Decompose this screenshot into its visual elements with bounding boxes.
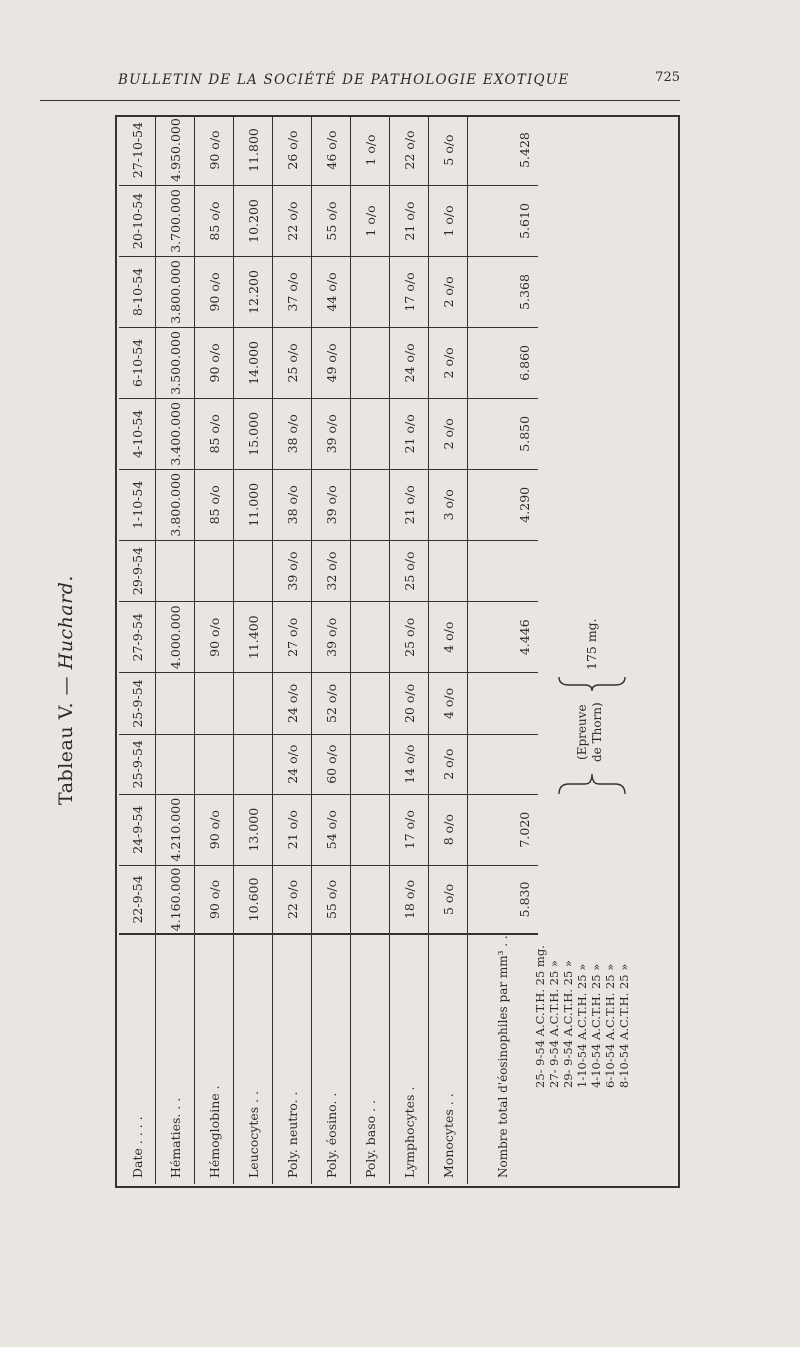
table-cell: 21 o/o <box>390 186 429 257</box>
table-cell: 44 o/o <box>312 256 351 327</box>
table-cell: 3 o/o <box>429 469 468 540</box>
table-cell: 4 o/o <box>429 673 468 735</box>
row-label: Poly. neutro. . <box>273 934 312 1184</box>
table-cell: 90 o/o <box>195 256 234 327</box>
table-cell: 1 o/o <box>351 186 390 257</box>
left-brace-icon <box>557 768 627 798</box>
eosinophil-total-cell: 5.368 <box>468 256 539 327</box>
row-label: Poly. éosino. . <box>312 934 351 1184</box>
eosinophil-total-cell: 5.830 <box>468 865 539 934</box>
table-cell <box>234 673 273 735</box>
page-number: 725 <box>655 70 680 85</box>
thorn-test-label <box>575 702 605 762</box>
table-cell: 1 o/o <box>351 115 390 186</box>
eosinophil-total-cell <box>468 540 539 602</box>
table-cell: 24 o/o <box>390 327 429 398</box>
date-cell: 25-9-54 <box>119 673 156 735</box>
acth-note-lines <box>533 945 631 1088</box>
acth-note-line: 6-10-54 A.C.T.H. 25 » <box>603 963 617 1088</box>
table-cell: 20 o/o <box>390 673 429 735</box>
table-cell: 24 o/o <box>273 673 312 735</box>
table-row <box>351 115 390 1184</box>
table-cell: 2 o/o <box>429 398 468 469</box>
eosinophil-total-cell: 5.610 <box>468 186 539 257</box>
table-cell: 22 o/o <box>273 865 312 934</box>
eosinophil-total-cell <box>468 673 539 735</box>
table-cell: 24 o/o <box>273 734 312 794</box>
table-cell: 21 o/o <box>390 469 429 540</box>
thorn-line-1: (Epreuve <box>575 704 589 760</box>
table-cell: 25 o/o <box>390 540 429 602</box>
table-cell <box>234 734 273 794</box>
table-cell <box>351 256 390 327</box>
date-cell: 6-10-54 <box>119 327 156 398</box>
table-cell: 39 o/o <box>312 398 351 469</box>
table-cell: 17 o/o <box>390 256 429 327</box>
table-cell: 4.160.000 <box>156 865 195 934</box>
table-cell: 38 o/o <box>273 398 312 469</box>
table-cell <box>234 540 273 602</box>
acth-note-line: 4-10-54 A.C.T.H. 25 » <box>589 963 603 1088</box>
date-cell: 25-9-54 <box>119 734 156 794</box>
table-cell <box>156 673 195 735</box>
table-cell <box>351 794 390 865</box>
table-cell: 85 o/o <box>195 186 234 257</box>
row-label: Hémoglobine . <box>195 934 234 1184</box>
table-row <box>234 115 273 1184</box>
table-cell: 11.000 <box>234 469 273 540</box>
running-title: BULLETIN DE LA SOCIÉTÉ DE PATHOLOGIE EXOTIQUE <box>118 72 570 88</box>
thorn-line-2: de Thorn) <box>590 702 604 762</box>
table-cell: 3.400.000 <box>156 398 195 469</box>
table-cell <box>429 540 468 602</box>
table-cell: 22 o/o <box>390 115 429 186</box>
table-cell: 10.600 <box>234 865 273 934</box>
eosinophil-total-cell: 7.020 <box>468 794 539 865</box>
date-cell: 29-9-54 <box>119 540 156 602</box>
date-cell: 22-9-54 <box>119 865 156 934</box>
table-cell <box>351 398 390 469</box>
blood-count-table <box>119 115 538 1184</box>
eosinophil-total-cell: 5.428 <box>517 132 532 168</box>
table-cell: 54 o/o <box>312 794 351 865</box>
date-cell: 8-10-54 <box>119 256 156 327</box>
eosinophil-total-cell: 5.850 <box>468 398 539 469</box>
row-label: Poly. baso . . <box>351 934 390 1184</box>
table-cell: 8 o/o <box>429 794 468 865</box>
table-cell <box>156 734 195 794</box>
acth-note-line: 8-10-54 A.C.T.H. 25 » <box>617 963 631 1088</box>
table-cell: 37 o/o <box>273 256 312 327</box>
table-cell <box>195 540 234 602</box>
table-cell: 14 o/o <box>390 734 429 794</box>
table-cell: 14.000 <box>234 327 273 398</box>
table-cell: 22 o/o <box>273 186 312 257</box>
date-cell: 24-9-54 <box>119 794 156 865</box>
eosinophil-total-cell: 4.446 <box>468 602 539 673</box>
eosinophil-total-cell <box>468 734 539 794</box>
table-cell: 55 o/o <box>312 186 351 257</box>
date-cell: 27-10-54 <box>119 115 156 186</box>
table-cell: 4.210.000 <box>156 794 195 865</box>
table-cell: 90 o/o <box>195 327 234 398</box>
table-cell: 27 o/o <box>273 602 312 673</box>
table-cell: 52 o/o <box>312 673 351 735</box>
table-row <box>156 115 195 1184</box>
table-cell: 2 o/o <box>429 734 468 794</box>
table-cell: 5 o/o <box>429 865 468 934</box>
table-cell: 17 o/o <box>390 794 429 865</box>
table-row <box>195 115 234 1184</box>
table-cell: 11.800 <box>234 115 273 186</box>
total-dose: 175 mg. <box>584 618 599 670</box>
table-cell: 46 o/o <box>312 115 351 186</box>
table-cell <box>351 734 390 794</box>
table-cell: 3.500.000 <box>156 327 195 398</box>
date-row <box>119 115 156 1184</box>
row-label: Hématies. . . <box>156 934 195 1184</box>
table-cell: 3.800.000 <box>156 256 195 327</box>
table-cell: 90 o/o <box>195 865 234 934</box>
acth-note-line: 1-10-54 A.C.T.H. 25 » <box>575 963 589 1088</box>
acth-note-line: 27- 9-54 A.C.T.H. 25 » <box>547 960 561 1088</box>
table-cell: 21 o/o <box>390 398 429 469</box>
acth-note <box>533 618 663 1088</box>
table-title <box>55 575 77 805</box>
table-cell: 13.000 <box>234 794 273 865</box>
row-label: Monocytes . . <box>429 934 468 1184</box>
table-title-label: Tableau V. — <box>55 669 77 805</box>
table-cell <box>351 327 390 398</box>
eosinophil-total-row <box>468 115 539 1184</box>
table-cell <box>156 540 195 602</box>
table-cell: 12.200 <box>234 256 273 327</box>
table-cell: 3.800.000 <box>156 469 195 540</box>
table-cell: 25 o/o <box>273 327 312 398</box>
table-row <box>390 115 429 1184</box>
table-cell: 90 o/o <box>195 794 234 865</box>
date-cell: 20-10-54 <box>119 186 156 257</box>
table-cell: 1 o/o <box>429 186 468 257</box>
table-cell: 4 o/o <box>429 602 468 673</box>
table-cell <box>195 673 234 735</box>
row-label: Leucocytes . . <box>234 934 273 1184</box>
table-cell: 85 o/o <box>195 398 234 469</box>
table-cell: 2 o/o <box>429 256 468 327</box>
table-cell: 3.700.000 <box>156 186 195 257</box>
table-cell: 4.950.000 <box>156 115 195 186</box>
table-title-author: Huchard. <box>55 575 77 670</box>
table-cell: 15.000 <box>234 398 273 469</box>
eosinophil-total-cell: 6.860 <box>468 327 539 398</box>
table-cell: 38 o/o <box>273 469 312 540</box>
table-row <box>312 115 351 1184</box>
table-row <box>429 115 468 1184</box>
date-cell: 27-9-54 <box>119 602 156 673</box>
date-cell: 1-10-54 <box>119 469 156 540</box>
row-label: Lymphocytes . <box>390 934 429 1184</box>
table-cell: 18 o/o <box>390 865 429 934</box>
table-cell: 21 o/o <box>273 794 312 865</box>
acth-note-line: 25- 9-54 A.C.T.H. 25 mg. <box>533 945 547 1088</box>
table-cell <box>351 540 390 602</box>
acth-note-line: 29- 9-54 A.C.T.H. 25 » <box>561 960 575 1088</box>
table-cell <box>351 673 390 735</box>
row-label: Date . . . . <box>119 934 156 1184</box>
table-cell: 49 o/o <box>312 327 351 398</box>
table-cell: 39 o/o <box>273 540 312 602</box>
table-cell: 11.400 <box>234 602 273 673</box>
table-row <box>273 115 312 1184</box>
right-brace-icon <box>557 673 627 693</box>
table-cell: 26 o/o <box>273 115 312 186</box>
table-cell <box>195 734 234 794</box>
table-cell: 55 o/o <box>312 865 351 934</box>
table-cell <box>351 865 390 934</box>
page-header <box>40 70 680 101</box>
table-cell: 4.000.000 <box>156 602 195 673</box>
table-cell: 60 o/o <box>312 734 351 794</box>
table-cell: 85 o/o <box>195 469 234 540</box>
table-cell <box>351 469 390 540</box>
row-label: Nombre total d'éosinophiles par mm³ . . <box>468 934 539 1184</box>
rotated-table-wrapper <box>115 115 680 1188</box>
table-cell: 25 o/o <box>390 602 429 673</box>
eosinophil-total-cell: 4.290 <box>468 469 539 540</box>
table-cell: 10.200 <box>234 186 273 257</box>
date-cell: 4-10-54 <box>119 398 156 469</box>
table-cell: 2 o/o <box>429 327 468 398</box>
table-cell <box>351 602 390 673</box>
table-cell: 39 o/o <box>312 469 351 540</box>
table-cell: 39 o/o <box>312 602 351 673</box>
table-cell: 32 o/o <box>312 540 351 602</box>
table-cell: 5 o/o <box>429 115 468 186</box>
table-cell: 90 o/o <box>195 602 234 673</box>
table-cell: 90 o/o <box>195 115 234 186</box>
